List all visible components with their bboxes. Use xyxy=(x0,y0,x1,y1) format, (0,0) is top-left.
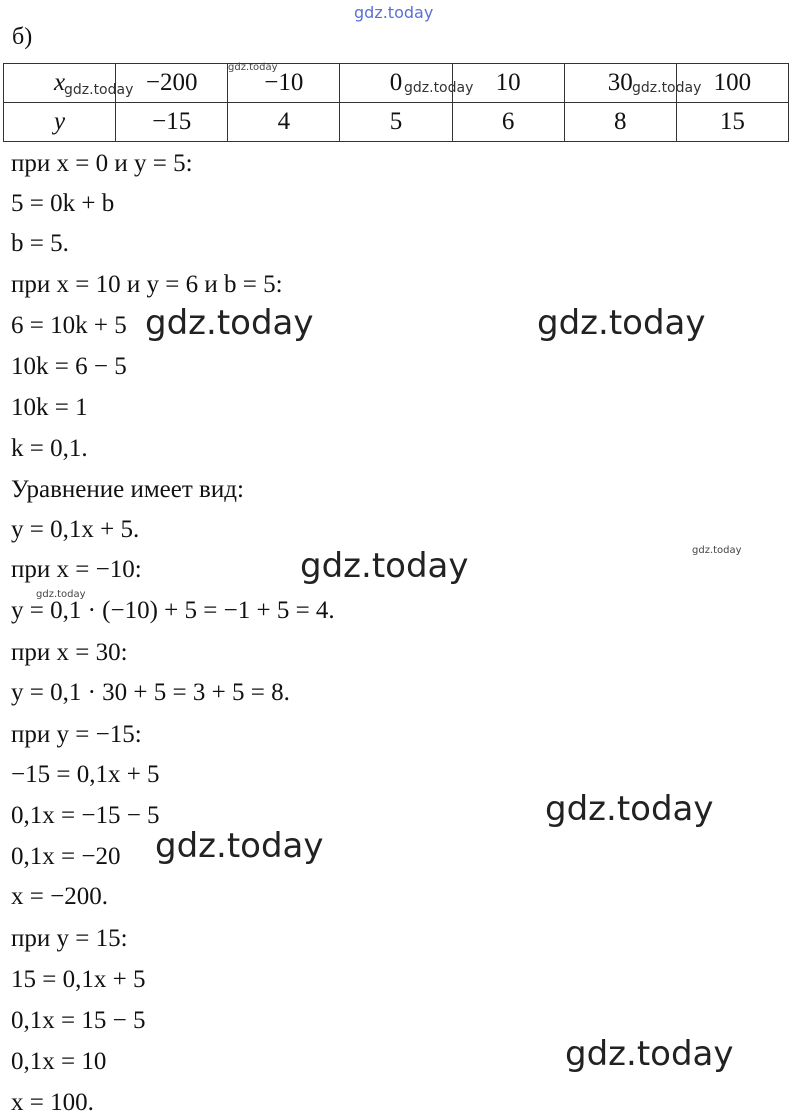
table-cell: 100 xyxy=(676,64,788,103)
watermark-1: gdz.today xyxy=(145,303,314,343)
table-cell: 0 xyxy=(340,64,452,103)
solution-line: при x = 0 и y = 5: xyxy=(11,150,193,177)
table-cell: 8 xyxy=(564,103,676,142)
solution-line: b = 5. xyxy=(11,230,69,257)
watermark-8: gdz.today xyxy=(565,1034,734,1074)
table-cell: −15 xyxy=(116,103,228,142)
solution-line: −15 = 0,1x + 5 xyxy=(11,761,160,788)
solution-line: при y = 15: xyxy=(11,925,128,952)
solution-line: при x = 10 и y = 6 и b = 5: xyxy=(11,271,283,298)
values-table xyxy=(3,63,789,142)
table-cell: −10 xyxy=(228,64,340,103)
watermark-table-3: gdz.today xyxy=(404,80,474,96)
solution-line: k = 0,1. xyxy=(11,435,88,462)
table-head-x: x xyxy=(4,64,116,103)
solution-line: y = 0,1x + 5. xyxy=(11,516,140,543)
table-cell: 15 xyxy=(676,103,788,142)
solution-line: x = 100. xyxy=(11,1089,94,1116)
watermark-table-1: gdz.today xyxy=(64,82,134,98)
table-cell: 6 xyxy=(452,103,564,142)
watermark-3: gdz.today xyxy=(300,546,469,586)
solution-line: y = 0,1 · (−10) + 5 = −1 + 5 = 4. xyxy=(11,597,335,624)
solution-line: 0,1x = −20 xyxy=(11,843,121,870)
solution-line: 0,1x = 10 xyxy=(11,1048,107,1075)
watermark-top: gdz.today xyxy=(354,3,434,22)
watermark-7: gdz.today xyxy=(155,826,324,866)
solution-line: при x = −10: xyxy=(11,556,142,583)
table-head-y: y xyxy=(4,103,116,142)
solution-line: 10k = 1 xyxy=(11,394,88,421)
solution-line: при y = −15: xyxy=(11,721,142,748)
table-cell: 30 xyxy=(564,64,676,103)
watermark-6: gdz.today xyxy=(545,789,714,829)
watermark-5: gdz.today xyxy=(36,589,86,600)
watermark-4: gdz.today xyxy=(692,545,742,556)
table-cell: 10 xyxy=(452,64,564,103)
table-row-y xyxy=(4,103,789,142)
solution-line: 6 = 10k + 5 xyxy=(11,312,127,339)
solution-line: 5 = 0k + b xyxy=(11,190,115,217)
solution-line: Уравнение имеет вид: xyxy=(11,476,244,503)
watermark-2: gdz.today xyxy=(537,303,706,343)
solution-line: y = 0,1 · 30 + 5 = 3 + 5 = 8. xyxy=(11,679,290,706)
solution-line: при x = 30: xyxy=(11,639,128,666)
solution-line: 0,1x = 15 − 5 xyxy=(11,1007,146,1034)
table-cell: 4 xyxy=(228,103,340,142)
watermark-table-4: gdz.today xyxy=(632,80,702,96)
solution-line: x = −200. xyxy=(11,883,108,910)
table-cell: −200 xyxy=(116,64,228,103)
solution-line: 10k = 6 − 5 xyxy=(11,353,127,380)
watermark-table-2: gdz.today xyxy=(228,62,278,73)
solution-line: 0,1x = −15 − 5 xyxy=(11,802,160,829)
part-label: б) xyxy=(12,24,33,50)
table-cell: 5 xyxy=(340,103,452,142)
solution-line: 15 = 0,1x + 5 xyxy=(11,966,146,993)
